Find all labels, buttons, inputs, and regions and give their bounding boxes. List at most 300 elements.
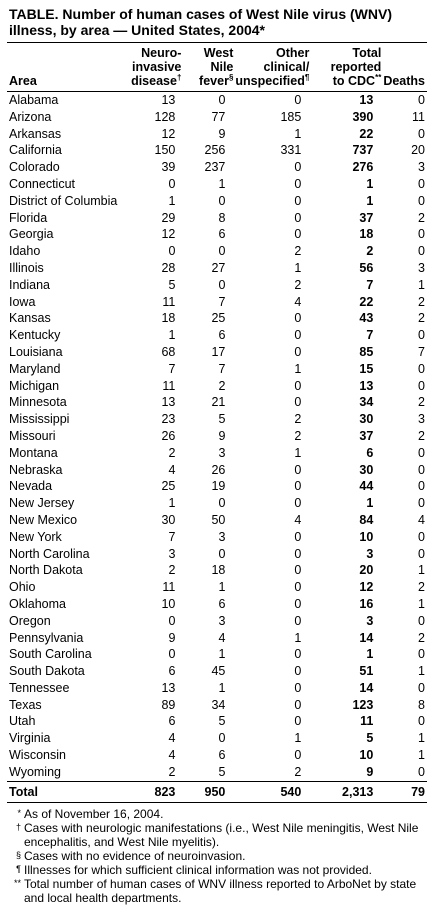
total-reported-count: 13 <box>359 378 374 393</box>
other-clinical-count: 0 <box>294 227 302 242</box>
deaths-count: 3 <box>418 260 425 275</box>
other-clinical-count: 0 <box>294 748 302 763</box>
west-nile-fever-count: 2 <box>218 378 226 393</box>
area-name: New Mexico <box>9 512 78 527</box>
area-name: Missouri <box>9 428 56 443</box>
other-clinical-count: 2 <box>294 244 302 259</box>
neuroinvasive-count: 2 <box>168 445 176 460</box>
area-name: California <box>9 143 62 158</box>
other-clinical-count: 0 <box>294 344 302 359</box>
total-reported-count: 3 <box>366 613 374 628</box>
other-clinical-count: 1 <box>294 126 302 141</box>
west-nile-fever-count: 0 <box>218 496 226 511</box>
neuroinvasive-count: 5 <box>168 277 176 292</box>
deaths-count: 11 <box>412 109 425 124</box>
total-other-clinical: 540 <box>280 784 302 799</box>
table-row <box>7 613 427 630</box>
west-nile-fever-count: 34 <box>211 697 226 712</box>
other-clinical-count: 0 <box>294 680 302 695</box>
table-row <box>7 697 427 714</box>
total-reported-count: 9 <box>366 764 374 779</box>
area-name: Colorado <box>9 160 60 175</box>
footnote <box>7 863 427 877</box>
neuroinvasive-count: 6 <box>168 664 176 679</box>
table-row <box>7 327 427 344</box>
neuroinvasive-count: 26 <box>161 428 176 443</box>
area-name: Wyoming <box>9 764 61 779</box>
neuroinvasive-count: 4 <box>168 731 176 746</box>
table-body <box>7 92 427 782</box>
neuroinvasive-count: 11 <box>162 580 176 595</box>
table-row <box>7 394 427 411</box>
deaths-count: 0 <box>418 126 425 141</box>
total-reported-count: 85 <box>359 344 374 359</box>
other-clinical-count: 0 <box>294 563 302 578</box>
west-nile-fever-count: 17 <box>211 344 226 359</box>
neuroinvasive-count: 0 <box>168 647 176 662</box>
west-nile-fever-count: 0 <box>218 244 226 259</box>
other-clinical-count: 2 <box>294 764 302 779</box>
area-name: New York <box>9 529 62 544</box>
total-reported-count: 34 <box>359 395 374 410</box>
other-clinical-count: 0 <box>294 596 302 611</box>
total-reported-count: 84 <box>359 512 374 527</box>
total-reported-count: 5 <box>366 731 374 746</box>
deaths-count: 0 <box>418 714 425 729</box>
deaths-count: 0 <box>418 546 425 561</box>
area-name: Arizona <box>9 109 52 124</box>
neuroinvasive-count: 10 <box>161 596 176 611</box>
table-row <box>7 646 427 663</box>
deaths-count: 2 <box>418 630 425 645</box>
area-name: Arkansas <box>9 126 62 141</box>
neuroinvasive-count: 1 <box>168 328 176 343</box>
area-name: Michigan <box>9 378 60 393</box>
deaths-count: 2 <box>418 580 425 595</box>
header-west-nile-fever: West Nile fever§ <box>199 46 234 88</box>
total-reported-count: 1 <box>366 496 374 511</box>
total-reported-count: 30 <box>359 462 374 477</box>
neuroinvasive-count: 3 <box>168 546 176 561</box>
table-row <box>7 713 427 730</box>
other-clinical-count: 0 <box>294 613 302 628</box>
table-row <box>7 411 427 428</box>
west-nile-fever-count: 45 <box>211 664 226 679</box>
table-row <box>7 294 427 311</box>
other-clinical-count: 2 <box>294 412 302 427</box>
footnotes <box>7 807 427 905</box>
west-nile-fever-count: 5 <box>218 714 226 729</box>
area-name: Maryland <box>9 361 61 376</box>
neuroinvasive-count: 11 <box>162 378 176 393</box>
footnote <box>7 877 427 905</box>
table-row <box>7 126 427 143</box>
total-reported-count: 51 <box>359 664 374 679</box>
document-page <box>7 0 427 905</box>
footnote <box>7 821 427 849</box>
table-row <box>7 579 427 596</box>
area-name: South Carolina <box>9 647 92 662</box>
table-row <box>7 210 427 227</box>
header-total-reported: Total reported to CDC** <box>330 46 382 88</box>
other-clinical-count: 0 <box>294 462 302 477</box>
other-clinical-count: 0 <box>294 378 302 393</box>
west-nile-fever-count: 19 <box>211 479 226 494</box>
deaths-count: 1 <box>418 563 425 578</box>
table-row <box>7 243 427 260</box>
total-reported: 2,313 <box>342 784 374 799</box>
west-nile-fever-count: 7 <box>218 294 226 309</box>
neuroinvasive-count: 23 <box>161 412 176 427</box>
other-clinical-count: 0 <box>294 93 302 107</box>
table-row <box>7 159 427 176</box>
deaths-count: 0 <box>418 613 425 628</box>
total-reported-count: 737 <box>352 143 374 158</box>
footnote-mark: ¶ <box>16 864 21 875</box>
header-other-clinical: Other clinical/ unspecified¶ <box>235 46 310 88</box>
neuroinvasive-count: 2 <box>168 563 176 578</box>
west-nile-fever-count: 6 <box>218 748 226 763</box>
table-row <box>7 260 427 277</box>
west-nile-fever-count: 50 <box>211 512 226 527</box>
west-nile-fever-count: 1 <box>218 680 226 695</box>
table-row <box>7 344 427 361</box>
west-nile-fever-count: 1 <box>218 647 226 662</box>
deaths-count: 0 <box>418 93 425 107</box>
total-deaths: 79 <box>411 784 425 799</box>
table-row <box>7 277 427 294</box>
neuroinvasive-count: 1 <box>168 193 176 208</box>
other-clinical-count: 0 <box>294 546 302 561</box>
area-name: Illinois <box>9 260 44 275</box>
deaths-count: 0 <box>418 244 425 259</box>
footnote-mark: ** <box>13 878 21 889</box>
deaths-count: 0 <box>418 378 425 393</box>
table-row <box>7 495 427 512</box>
table-row <box>7 630 427 647</box>
west-nile-fever-count: 1 <box>218 176 226 191</box>
total-reported-count: 10 <box>359 529 374 544</box>
footnote-mark: § <box>15 850 21 861</box>
other-clinical-count: 0 <box>294 328 302 343</box>
neuroinvasive-count: 150 <box>154 143 176 158</box>
other-clinical-count: 2 <box>294 277 302 292</box>
table-row <box>7 663 427 680</box>
area-name: Indiana <box>9 277 51 292</box>
table-row <box>7 92 427 109</box>
total-reported-count: 2 <box>366 244 374 259</box>
west-nile-fever-count: 3 <box>218 529 226 544</box>
other-clinical-count: 1 <box>294 630 302 645</box>
deaths-count: 0 <box>418 647 425 662</box>
area-name: Nevada <box>9 479 53 494</box>
neuroinvasive-count: 29 <box>161 210 176 225</box>
deaths-count: 8 <box>418 697 425 712</box>
total-reported-count: 390 <box>352 109 374 124</box>
footnote-mark: * <box>17 808 21 819</box>
other-clinical-count: 0 <box>294 395 302 410</box>
neuroinvasive-count: 6 <box>168 714 176 729</box>
neuroinvasive-count: 2 <box>168 764 176 779</box>
neuroinvasive-count: 0 <box>168 613 176 628</box>
footnote-text: Cases with no evidence of neuroinvasion. <box>24 849 246 864</box>
neuroinvasive-count: 89 <box>161 697 176 712</box>
west-nile-fever-count: 6 <box>218 227 226 242</box>
area-name: Minnesota <box>9 395 67 410</box>
deaths-count: 1 <box>418 277 425 292</box>
table-row <box>7 226 427 243</box>
deaths-count: 0 <box>418 496 425 511</box>
area-name: Florida <box>9 210 48 225</box>
table-row <box>7 596 427 613</box>
west-nile-fever-count: 0 <box>218 93 226 107</box>
table-row <box>7 462 427 479</box>
other-clinical-count: 0 <box>294 193 302 208</box>
neuroinvasive-count: 68 <box>161 344 176 359</box>
deaths-count: 3 <box>418 160 425 175</box>
wnv-cases-table <box>7 42 427 803</box>
area-name: Virginia <box>9 731 51 746</box>
area-name: Utah <box>9 714 36 729</box>
table-row <box>7 529 427 546</box>
footnote <box>7 849 427 863</box>
total-reported-count: 14 <box>359 680 374 695</box>
area-name: Alabama <box>9 93 59 107</box>
other-clinical-count: 4 <box>294 294 302 309</box>
deaths-count: 0 <box>418 445 425 460</box>
total-reported-count: 123 <box>352 697 374 712</box>
other-clinical-count: 0 <box>294 479 302 494</box>
west-nile-fever-count: 3 <box>218 445 226 460</box>
table-row <box>7 445 427 462</box>
area-name: Nebraska <box>9 462 63 477</box>
neuroinvasive-count: 1 <box>168 496 176 511</box>
area-name: Georgia <box>9 227 54 242</box>
west-nile-fever-count: 9 <box>218 126 226 141</box>
header-row <box>7 43 427 92</box>
neuroinvasive-count: 13 <box>161 680 176 695</box>
west-nile-fever-count: 21 <box>211 395 226 410</box>
area-name: Montana <box>9 445 58 460</box>
total-reported-count: 11 <box>360 714 374 729</box>
total-reported-count: 43 <box>359 311 374 326</box>
west-nile-fever-count: 4 <box>218 630 226 645</box>
other-clinical-count: 331 <box>280 143 302 158</box>
neuroinvasive-count: 9 <box>168 630 176 645</box>
deaths-count: 0 <box>418 479 425 494</box>
area-name: Idaho <box>9 244 41 259</box>
table-row <box>7 428 427 445</box>
deaths-count: 2 <box>418 428 425 443</box>
deaths-count: 2 <box>418 395 425 410</box>
footnote-text: As of November 16, 2004. <box>24 807 164 822</box>
neuroinvasive-count: 0 <box>168 176 176 191</box>
neuroinvasive-count: 4 <box>168 748 176 763</box>
west-nile-fever-count: 6 <box>218 596 226 611</box>
other-clinical-count: 0 <box>294 176 302 191</box>
other-clinical-count: 0 <box>294 580 302 595</box>
west-nile-fever-count: 27 <box>211 260 226 275</box>
neuroinvasive-count: 4 <box>168 462 176 477</box>
total-neuroinvasive: 823 <box>154 784 176 799</box>
table-row <box>7 193 427 210</box>
table-row <box>7 680 427 697</box>
neuroinvasive-count: 11 <box>162 294 176 309</box>
total-reported-count: 7 <box>366 277 374 292</box>
deaths-count: 1 <box>418 664 425 679</box>
neuroinvasive-count: 0 <box>168 244 176 259</box>
deaths-count: 2 <box>418 210 425 225</box>
area-name: Oklahoma <box>9 596 66 611</box>
west-nile-fever-count: 0 <box>218 277 226 292</box>
table-row <box>7 730 427 747</box>
total-reported-count: 1 <box>366 176 374 191</box>
area-name: Kentucky <box>9 328 61 343</box>
footnote <box>7 807 427 821</box>
other-clinical-count: 2 <box>294 428 302 443</box>
total-reported-count: 276 <box>352 160 374 175</box>
deaths-count: 0 <box>418 227 425 242</box>
total-reported-count: 10 <box>359 748 374 763</box>
deaths-count: 1 <box>418 748 425 763</box>
table-header <box>7 43 427 92</box>
deaths-count: 0 <box>418 361 425 376</box>
area-name: New Jersey <box>9 496 75 511</box>
area-name: North Dakota <box>9 563 83 578</box>
total-reported-count: 14 <box>359 630 374 645</box>
table-row <box>7 361 427 378</box>
west-nile-fever-count: 18 <box>211 563 226 578</box>
footnote-text: Cases with neurologic manifestations (i.e., West Nile meningitis, West Nile encephalitis, and West Nile myelitis). <box>24 821 419 850</box>
west-nile-fever-count: 0 <box>218 193 226 208</box>
other-clinical-count: 0 <box>294 647 302 662</box>
west-nile-fever-count: 0 <box>218 731 226 746</box>
neuroinvasive-count: 39 <box>161 160 176 175</box>
deaths-count: 1 <box>418 596 425 611</box>
neuroinvasive-count: 7 <box>168 529 176 544</box>
total-reported-count: 37 <box>359 428 374 443</box>
area-name: Pennsylvania <box>9 630 84 645</box>
header-neuroinvasive: Neuro- invasive disease† <box>131 46 182 88</box>
other-clinical-count: 1 <box>294 731 302 746</box>
other-clinical-count: 1 <box>294 260 302 275</box>
table-title: TABLE. Number of human cases of West Nile virus (WNV) illness, by area — United States, 2004* <box>9 6 392 38</box>
deaths-count: 1 <box>418 731 425 746</box>
deaths-count: 0 <box>418 328 425 343</box>
west-nile-fever-count: 237 <box>204 160 226 175</box>
table-row <box>7 747 427 764</box>
total-reported-count: 7 <box>366 328 374 343</box>
deaths-count: 4 <box>418 512 425 527</box>
west-nile-fever-count: 5 <box>218 412 226 427</box>
west-nile-fever-count: 77 <box>211 109 226 124</box>
area-name: Oregon <box>9 613 51 628</box>
deaths-count: 0 <box>418 680 425 695</box>
table-row <box>7 378 427 395</box>
west-nile-fever-count: 0 <box>218 546 226 561</box>
other-clinical-count: 0 <box>294 311 302 326</box>
total-reported-count: 3 <box>366 546 374 561</box>
table-row <box>7 512 427 529</box>
area-name: District of Columbia <box>9 193 118 208</box>
table-row <box>7 764 427 781</box>
other-clinical-count: 1 <box>294 445 302 460</box>
header-area: Area <box>9 74 37 88</box>
area-name: Iowa <box>9 294 36 309</box>
deaths-count: 0 <box>418 193 425 208</box>
neuroinvasive-count: 13 <box>161 395 176 410</box>
west-nile-fever-count: 1 <box>218 580 226 595</box>
other-clinical-count: 0 <box>294 529 302 544</box>
total-reported-count: 1 <box>366 193 374 208</box>
deaths-count: 0 <box>418 176 425 191</box>
neuroinvasive-count: 12 <box>161 126 176 141</box>
other-clinical-count: 0 <box>294 210 302 225</box>
area-name: Tennessee <box>9 680 70 695</box>
west-nile-fever-count: 7 <box>218 361 226 376</box>
total-west-nile-fever: 950 <box>204 784 226 799</box>
table-row <box>7 109 427 126</box>
area-name: North Carolina <box>9 546 90 561</box>
area-name: Mississippi <box>9 412 70 427</box>
deaths-count: 2 <box>418 311 425 326</box>
area-name: Texas <box>9 697 42 712</box>
total-reported-count: 37 <box>359 210 374 225</box>
deaths-count: 7 <box>418 344 425 359</box>
table-row <box>7 478 427 495</box>
total-reported-count: 44 <box>359 479 374 494</box>
deaths-count: 0 <box>418 462 425 477</box>
total-reported-count: 6 <box>366 445 374 460</box>
total-reported-count: 22 <box>359 126 374 141</box>
total-reported-count: 18 <box>359 227 374 242</box>
total-reported-count: 15 <box>359 361 374 376</box>
deaths-count: 0 <box>418 529 425 544</box>
table-row <box>7 142 427 159</box>
west-nile-fever-count: 8 <box>218 210 226 225</box>
neuroinvasive-count: 18 <box>161 311 176 326</box>
west-nile-fever-count: 25 <box>211 311 226 326</box>
deaths-count: 3 <box>418 412 425 427</box>
deaths-count: 2 <box>418 294 425 309</box>
table-row <box>7 562 427 579</box>
area-name: Kansas <box>9 311 51 326</box>
area-name: Wisconsin <box>9 748 66 763</box>
west-nile-fever-count: 256 <box>204 143 226 158</box>
west-nile-fever-count: 5 <box>218 764 226 779</box>
area-name: Ohio <box>9 580 36 595</box>
total-reported-count: 1 <box>366 647 374 662</box>
west-nile-fever-count: 9 <box>218 428 226 443</box>
other-clinical-count: 0 <box>294 496 302 511</box>
other-clinical-count: 0 <box>294 697 302 712</box>
other-clinical-count: 0 <box>294 714 302 729</box>
other-clinical-count: 185 <box>280 109 302 124</box>
neuroinvasive-count: 28 <box>161 260 176 275</box>
west-nile-fever-count: 3 <box>218 613 226 628</box>
total-reported-count: 20 <box>359 563 374 578</box>
neuroinvasive-count: 13 <box>161 93 176 107</box>
total-row <box>7 781 427 803</box>
total-reported-count: 30 <box>359 412 374 427</box>
other-clinical-count: 1 <box>294 361 302 376</box>
neuroinvasive-count: 30 <box>161 512 176 527</box>
neuroinvasive-count: 128 <box>154 109 176 124</box>
table-row <box>7 176 427 193</box>
neuroinvasive-count: 12 <box>161 227 176 242</box>
total-reported-count: 22 <box>359 294 374 309</box>
west-nile-fever-count: 6 <box>218 328 226 343</box>
